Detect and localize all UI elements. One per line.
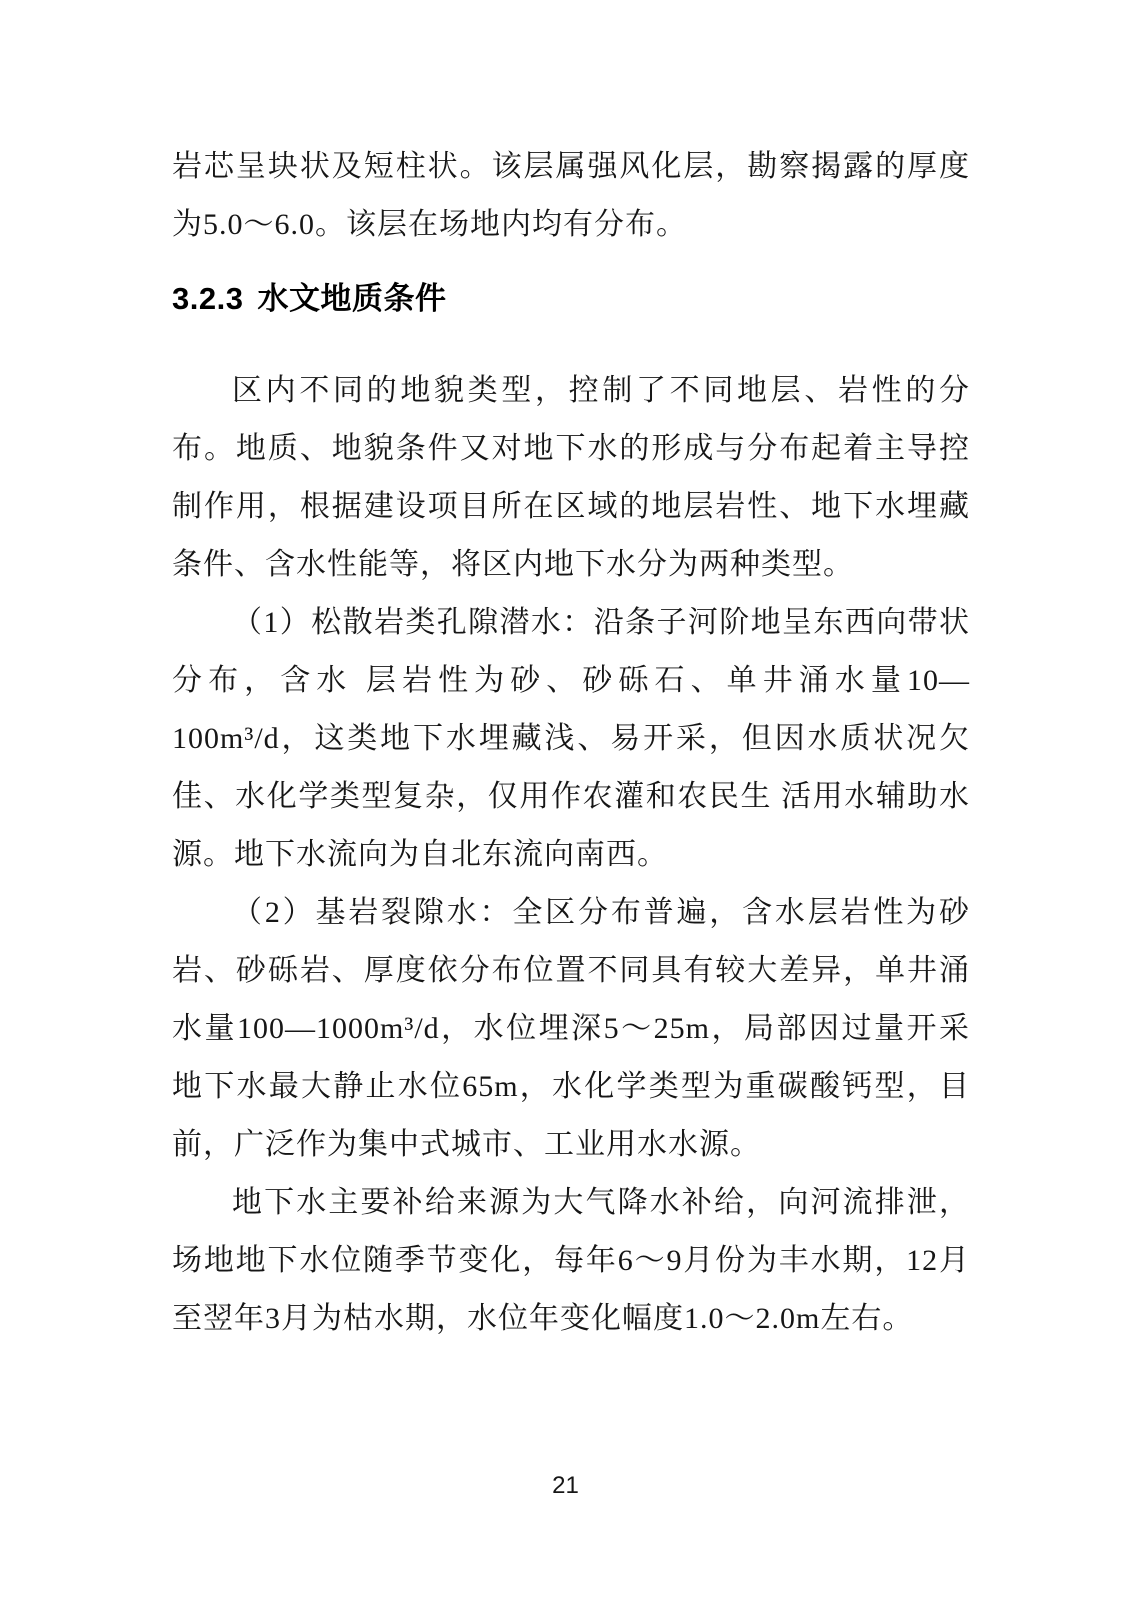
body-paragraph: 区内不同的地貌类型，控制了不同地层、岩性的分布。地质、地貌条件又对地下水的形成与分布起着主导控制作用，根据建设项目所在区域的地层岩性、地下水埋藏条件、含水性能等，将区内地下水分为两种类型。 xyxy=(172,374,970,581)
section-heading xyxy=(172,270,970,328)
section-heading-title: 水文地质条件 xyxy=(257,281,447,316)
section-heading-number: 3.2.3 xyxy=(172,281,244,316)
continuation-paragraph: 岩芯呈块状及短柱状。该层属强风化层，勘察揭露的厚度为5.0～6.0。该层在场地内均有分布。 xyxy=(172,150,970,241)
page-number: 21 xyxy=(552,1472,579,1499)
body-paragraph: 地下水主要补给来源为大气降水补给，向河流排泄，场地地下水位随季节变化，每年6～9月份为丰水期，12月至翌年3月为枯水期，水位年变化幅度1.0～2.0m左右。 xyxy=(172,1186,970,1335)
body-paragraph: （1）松散岩类孔隙潜水：沿条子河阶地呈东西向带状分布，含水 层岩性为砂、砂砾石、单井涌水量10—100m³/d，这类地下水埋藏浅、易开采，但因水质状况欠佳、水化学类型复杂，仅用作农灌和农民生 活用水辅助水源。地下水流向为自北东流向南西。 xyxy=(172,606,970,871)
body-paragraph: （2）基岩裂隙水：全区分布普遍，含水层岩性为砂岩、砂砾岩、厚度依分布位置不同具有较大差异，单井涌水量100—1000m³/d，水位埋深5～25m，局部因过量开采地下水最大静止水位65m，水化学类型为重碳酸钙型，目前，广泛作为集中式城市、工业用水水源。 xyxy=(172,896,970,1161)
